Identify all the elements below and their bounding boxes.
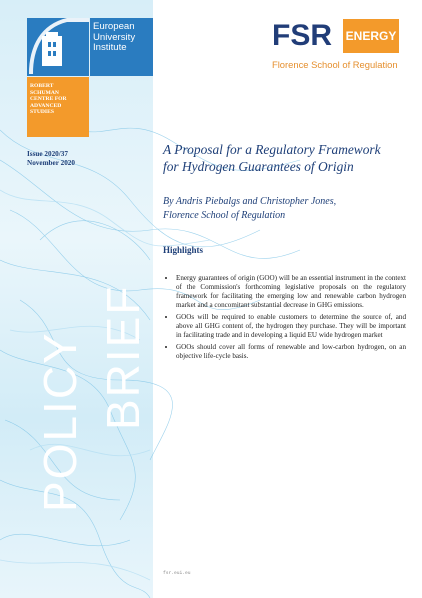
title-line-2: for Hydrogen Guarantees of Origin xyxy=(163,159,354,174)
brief-vertical-text: BRIEF xyxy=(97,284,149,430)
authors-line-2: Florence School of Regulation xyxy=(163,210,286,221)
issue-date: November 2020 xyxy=(27,159,75,167)
rsc-line-4: ADVANCED xyxy=(30,102,62,109)
footer-url[interactable]: fsr.eui.eu xyxy=(163,571,191,576)
eui-name-line-3: Institute xyxy=(93,42,127,53)
eui-logo xyxy=(27,18,89,76)
rsc-block xyxy=(27,77,89,137)
issue-number: Issue 2020/37 xyxy=(27,150,68,158)
rsc-line-5: STUDIES xyxy=(30,109,54,116)
highlights-heading: Highlights xyxy=(163,245,204,255)
highlight-item: • GOOs will be required to enable customers to determine the source of, and above all GHG content of, the hydrogen they purchase. They will be important in facilitating trade and in developing a liquid EU wide hydrogen market xyxy=(176,313,406,340)
rsc-line-3: CENTRE FOR xyxy=(30,96,67,103)
brief-authors xyxy=(163,195,413,223)
fsr-energy-badge: ENERGY xyxy=(343,19,399,53)
issue-info xyxy=(27,150,75,168)
authors-line-1: By Andris Piebalgs and Christopher Jones, xyxy=(163,196,337,207)
eui-name-line-2: University xyxy=(93,31,136,43)
rsc-line-1: ROBERT xyxy=(30,83,54,89)
eui-name-line-1: European xyxy=(93,21,135,32)
highlight-item: • GOOs should cover all forms of renewable and low-carbon hydrogen, on an objective life-cycle basis. xyxy=(176,343,406,361)
rsc-line-2: SCHUMAN xyxy=(30,89,59,96)
fsr-subtitle: Florence School of Regulation xyxy=(272,59,398,70)
brief-title xyxy=(163,141,413,175)
highlights-list xyxy=(163,274,406,364)
eui-name-block xyxy=(90,18,153,76)
highlight-item: • Energy guarantees of origin (GOO) will be an essential instrument in the context of the Commission's forthcoming legislative proposals on the regulatory framework for facilitating the emerging low and renewable carbon hydrogen market and a concomitant substantial decrease in GHG emissions. xyxy=(176,274,406,310)
title-line-1: A Proposal for a Regulatory Framework xyxy=(163,142,381,157)
policy-vertical-text: POLICY xyxy=(34,331,86,512)
fsr-logo-text: FSR xyxy=(272,19,332,52)
